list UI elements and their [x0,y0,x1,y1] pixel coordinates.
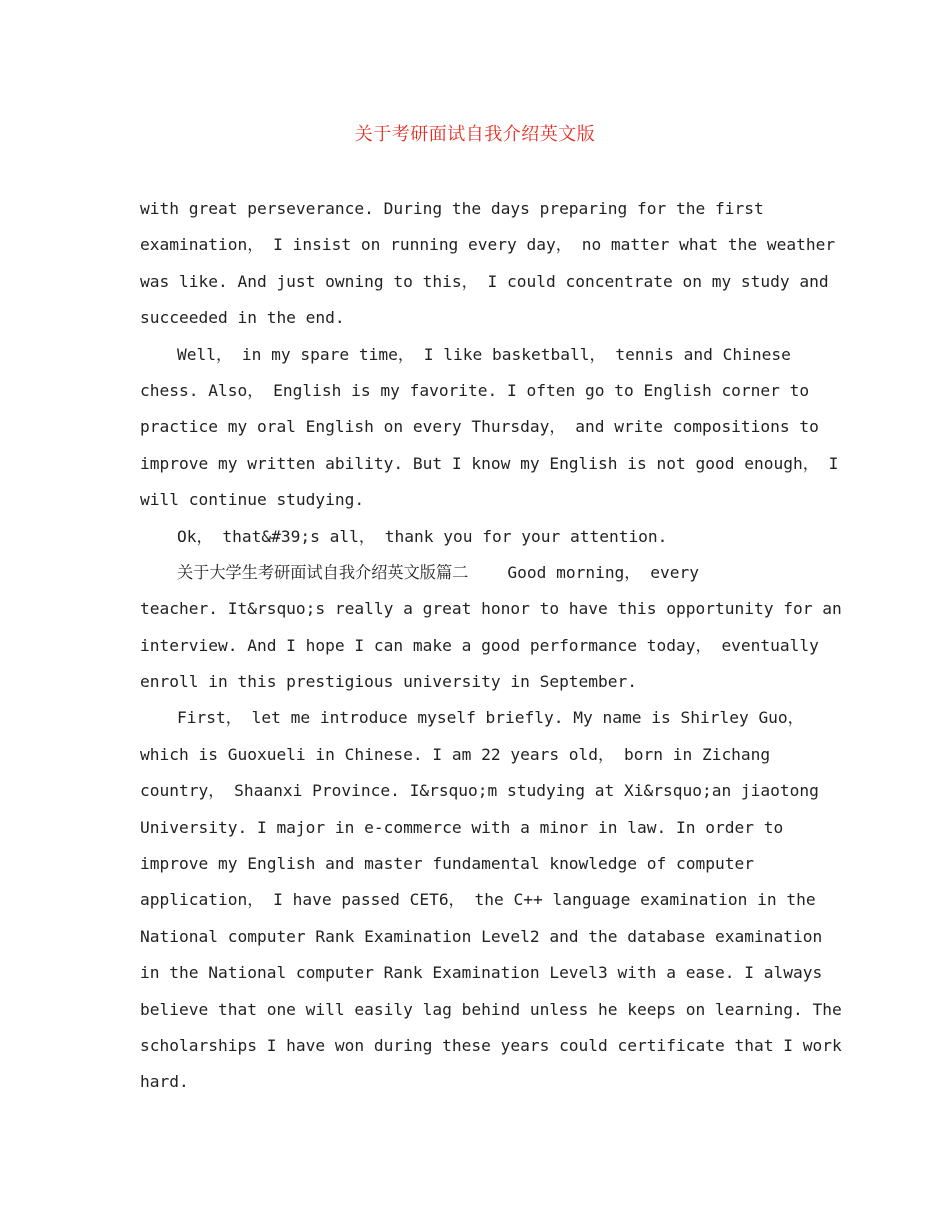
document-body [140,191,842,1101]
text-line: in the National computer Rank Examination Level3 with a ease. I always [140,963,823,983]
text-line: practice my oral English on every Thursday， and write compositions to [140,417,819,437]
text-line: scholarships I have won during these years could certificate that I work [140,1035,842,1055]
text-line: University. I major in e-commerce with a minor in law. In order to [140,817,784,837]
text-line: which is Guoxueli in Chinese. I am 22 years old， born in Zichang [140,744,771,764]
text-line: First， let me introduce myself briefly. My name is Shirley Guo， [177,708,804,728]
text-line: 关于大学生考研面试自我介绍英文版篇二 Good morning， every [177,562,699,582]
text-line: hard. [140,1072,189,1092]
text-line: was like. And just owning to this， I could concentrate on my study and [140,271,829,291]
text-line: enroll in this prestigious university in September. [140,672,638,692]
text-line: application， I have passed CET6， the C++ language examination in the [140,890,816,910]
text-line: interview. And I hope I can make a good performance today， eventually [140,635,819,655]
text-line: National computer Rank Examination Level2 and the database examination [140,926,823,946]
text-line: with great perseverance. During the days preparing for the first [140,199,764,218]
text-line: improve my English and master fundamental knowledge of computer [140,854,754,874]
text-line: Well， in my spare time， I like basketball， tennis and Chinese [177,344,791,364]
text-line: country， Shaanxi Province. I&rsquo;m studying at Xi&rsquo;an jiaotong [140,781,819,801]
text-line: will continue studying. [140,490,365,510]
text-line: teacher. It&rsquo;s really a great honor to have this opportunity for an [140,599,842,619]
text-line: chess. Also， English is my favorite. I often go to English corner to [140,380,810,400]
page-title: 关于考研面试自我介绍英文版 [354,124,596,145]
text-line: succeeded in the end. [140,308,345,328]
text-line: improve my written ability. But I know my English is not good enough， I [140,453,839,473]
text-line: Ok， that&#39;s all， thank you for your attention. [177,526,668,546]
text-line: believe that one will easily lag behind unless he keeps on learning. The [140,999,842,1019]
text-line: examination， I insist on running every day， no matter what the weather [140,235,836,255]
